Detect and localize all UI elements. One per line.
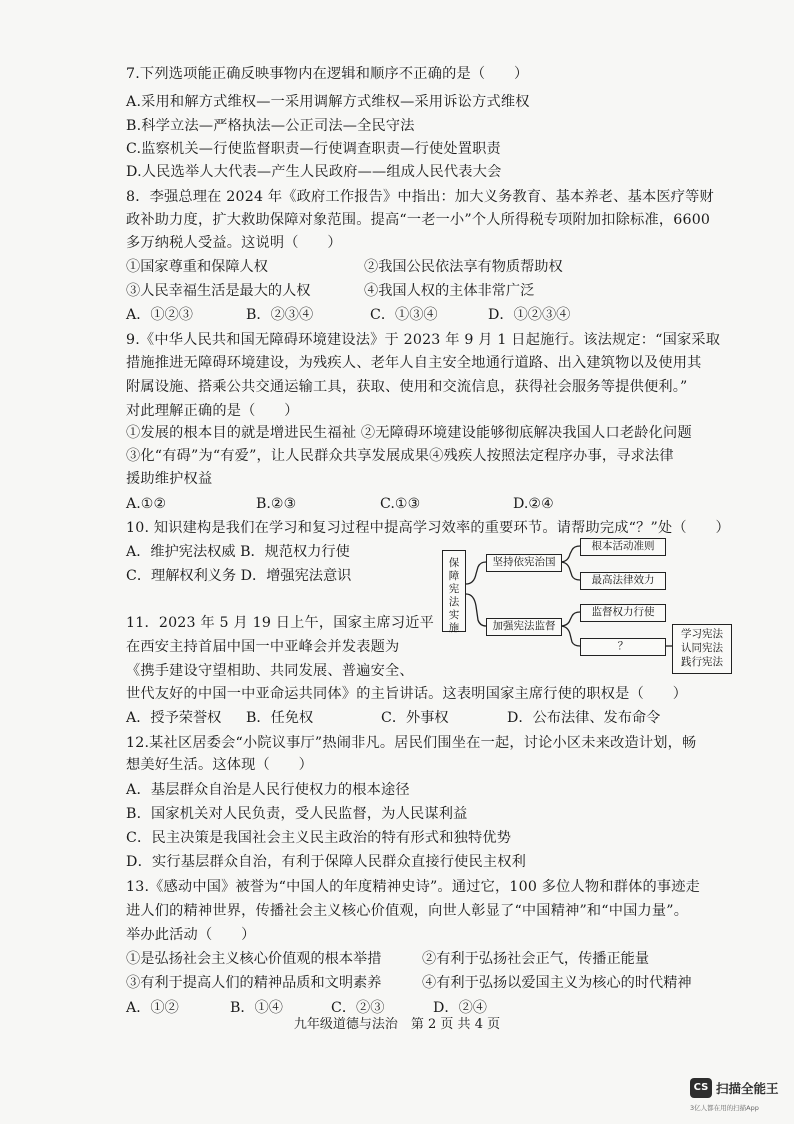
diagram-branch-2: 加强宪法监督: [486, 618, 562, 636]
diagram-leaf-1: 根本活动准则: [580, 538, 666, 556]
watermark-tagline: 3亿人都在用的扫描App: [690, 1104, 759, 1112]
q11-option-d: D．公布法律、发布命令: [507, 710, 661, 726]
q13-stem-line2: 进人们的精神世界，传播社会主义核心价值观，向世人彰显了“中国精神”和“中国力量”。: [126, 903, 689, 919]
diagram-extra-line: 践行宪法: [681, 656, 723, 668]
connector-branch2-leaf4: [560, 626, 580, 646]
connector-branch1-leaf1: [560, 546, 580, 562]
camscanner-logo-icon: CS: [690, 1078, 712, 1098]
q8-option-c: C．①③④: [370, 307, 438, 323]
diagram-leaf-2: 最高法律效力: [580, 572, 666, 590]
q9-statements-line3: 援助维护权益: [126, 471, 213, 487]
q11-option-a: A．授予荣誉权: [126, 710, 222, 726]
q8-statement-1: ①国家尊重和保障人权: [126, 259, 268, 275]
q10-options-ab: A．维护宪法权威 B．规范权力行使: [126, 544, 350, 560]
q12-stem-line2: 想美好生活。这体现（ ）: [126, 757, 314, 773]
q8-statement-3: ③人民幸福生活是最大的人权: [126, 283, 311, 299]
connector-root-branch1: [466, 562, 486, 584]
diagram-root-char: 宪: [448, 583, 460, 595]
diagram-root-char: 施: [448, 622, 460, 634]
q12-option-a: A．基层群众自治是人民行使权力的根本途径: [126, 782, 410, 798]
q9-option-d: D.②④: [513, 496, 554, 512]
q13-stem-line3: 举办此活动（ ）: [126, 927, 256, 943]
q9-option-a: A.①②: [126, 496, 167, 512]
q12-option-c: C．民主决策是我国社会主义民主政治的特有形式和独特优势: [126, 830, 512, 846]
watermark-app-name: 扫描全能王: [716, 1081, 779, 1096]
q7-option-b: B.科学立法—严格执法—公正司法—全民守法: [126, 118, 415, 134]
q11-stem-line3: 《携手建设守望相助、共同发展、普遍安全、: [126, 663, 414, 679]
q11-stem-line1: 11．2023 年 5 月 19 日上午，国家主席习近平: [126, 615, 435, 631]
q9-stem-line3: 附属设施、搭乘公共交通运输工具，获取、使用和交流信息，获得社会服务等提供便利。”: [126, 379, 688, 395]
q8-stem-line1: 8．李强总理在 2024 年《政府工作报告》中指出：加大义务教育、基本养老、基本医疗等财: [126, 189, 714, 205]
diagram-root-char: 法: [448, 596, 460, 608]
q7-option-d: D.人民选举人大代表—产生人民政府——组成人民代表大会: [126, 164, 502, 180]
page-footer: 九年级道德与法治 第 2 页 共 4 页: [293, 1017, 501, 1032]
knowledge-structure-diagram: [438, 534, 738, 694]
scanner-watermark: [690, 1078, 794, 1124]
q9-statements-line2: ③化“有碍”为“有爱”，让人民群众共享发展成果④残疾人按照法定程序办事，寻求法律: [126, 448, 674, 464]
q13-option-a: A．①②: [126, 1000, 179, 1016]
q12-option-b: B．国家机关对人民负责，受人民监督，为人民谋利益: [126, 806, 468, 822]
q13-option-b: B．①④: [230, 1000, 283, 1016]
diagram-extra-line: 学习宪法: [681, 628, 723, 640]
q7-option-c: C.监察机关—行使监督职责—行使调查职责—行使处置职责: [126, 141, 501, 157]
q8-option-b: B．②③④: [246, 307, 314, 323]
diagram-root-char: 障: [448, 570, 460, 582]
q9-option-b: B.②③: [256, 496, 297, 512]
q13-statement-4: ④有利于弘扬以爱国主义为核心的时代精神: [422, 975, 692, 991]
q7-stem: 7.下列选项能正确反映事物内在逻辑和顺序不正确的是（ ）: [126, 66, 529, 82]
q12-option-d: D．实行基层群众自治，有利于保障人民群众直接行使民主权利: [126, 854, 527, 870]
q13-stem-line1: 13.《感动中国》被誉为“中国人的年度精神史诗”。通过它，100 多位人物和群体的事迹走: [126, 879, 701, 895]
q10-stem: 10. 知识建构是我们在学习和复习过程中提高学习效率的重要环节。请帮助完成“？”处（ ）: [126, 520, 730, 536]
diagram-branch-1: 坚持依宪治国: [486, 554, 562, 572]
q11-stem-line2: 在西安主持首届中国一中亚峰会并发表题为: [126, 639, 400, 655]
diagram-leaf-4: ？: [580, 638, 666, 656]
q8-statement-2: ②我国公民依法享有物质帮助权: [364, 259, 563, 275]
connector-branch2-leaf3: [560, 612, 580, 626]
q11-option-b: B．任免权: [246, 710, 314, 726]
q13-option-c: C．②③: [331, 1000, 385, 1016]
q13-option-d: D．②④: [433, 1000, 487, 1016]
diagram-root-char: 实: [448, 609, 460, 621]
diagram-extra-box: [672, 624, 732, 674]
q13-statement-3: ③有利于提高人们的精神品质和文明素养: [126, 975, 382, 991]
q13-statement-1: ①是弘扬社会主义核心价值观的根本举措: [126, 951, 382, 967]
q10-options-cd: C．理解权利义务 D．增强宪法意识: [126, 568, 352, 584]
q8-statement-4: ④我国人权的主体非常广泛: [364, 283, 535, 299]
q8-stem-line3: 多万纳税人受益。这说明（ ）: [126, 235, 342, 251]
q9-stem-line2: 措施推进无障碍环境建设，为残疾人、老年人自主安全地通行道路、出入建筑物以及使用其: [126, 355, 702, 371]
q8-option-a: A．①②③: [126, 307, 193, 323]
q9-stem-line4: 对此理解正确的是（ ）: [126, 403, 299, 419]
diagram-leaf-3: 监督权力行使: [580, 604, 666, 622]
q9-statements-line1: ①发展的根本目的就是增进民生福祉 ②无障碍环境建设能够彻底解决我国人口老龄化问题: [126, 425, 692, 441]
q13-statement-2: ②有利于弘扬社会正气，传播正能量: [422, 951, 650, 967]
q11-option-c: C．外事权: [381, 710, 449, 726]
q8-option-d: D．①②③④: [488, 307, 571, 323]
q11-stem-line4: 世代友好的中国一中亚命运共同体》的主旨讲话。这表明国家主席行使的职权是（ ）: [126, 686, 688, 702]
diagram-root-char: 保: [448, 557, 460, 569]
q12-stem-line1: 12.某社区居委会“小院议事厅”热闹非凡。居民们围坐在一起，讨论小区未来改造计划，畅: [126, 735, 697, 751]
q9-stem-line1: 9.《中华人民共和国无障碍环境建设法》于 2023 年 9 月 1 日起施行。该法规定：“国家采取: [126, 332, 721, 348]
q7-option-a: A.采用和解方式维权—一采用调解方式维权—采用诉讼方式维权: [126, 94, 530, 110]
connector-branch1-leaf2: [560, 562, 580, 580]
q8-stem-line2: 政补助力度，扩大救助保障对象范围。提高“一老一小”个人所得税专项附加扣除标准，6600: [126, 212, 711, 228]
diagram-root-box: [442, 550, 466, 632]
diagram-extra-line: 认同宪法: [681, 642, 723, 654]
q9-option-c: C.①③: [380, 496, 421, 512]
connector-root-branch2: [466, 594, 486, 626]
